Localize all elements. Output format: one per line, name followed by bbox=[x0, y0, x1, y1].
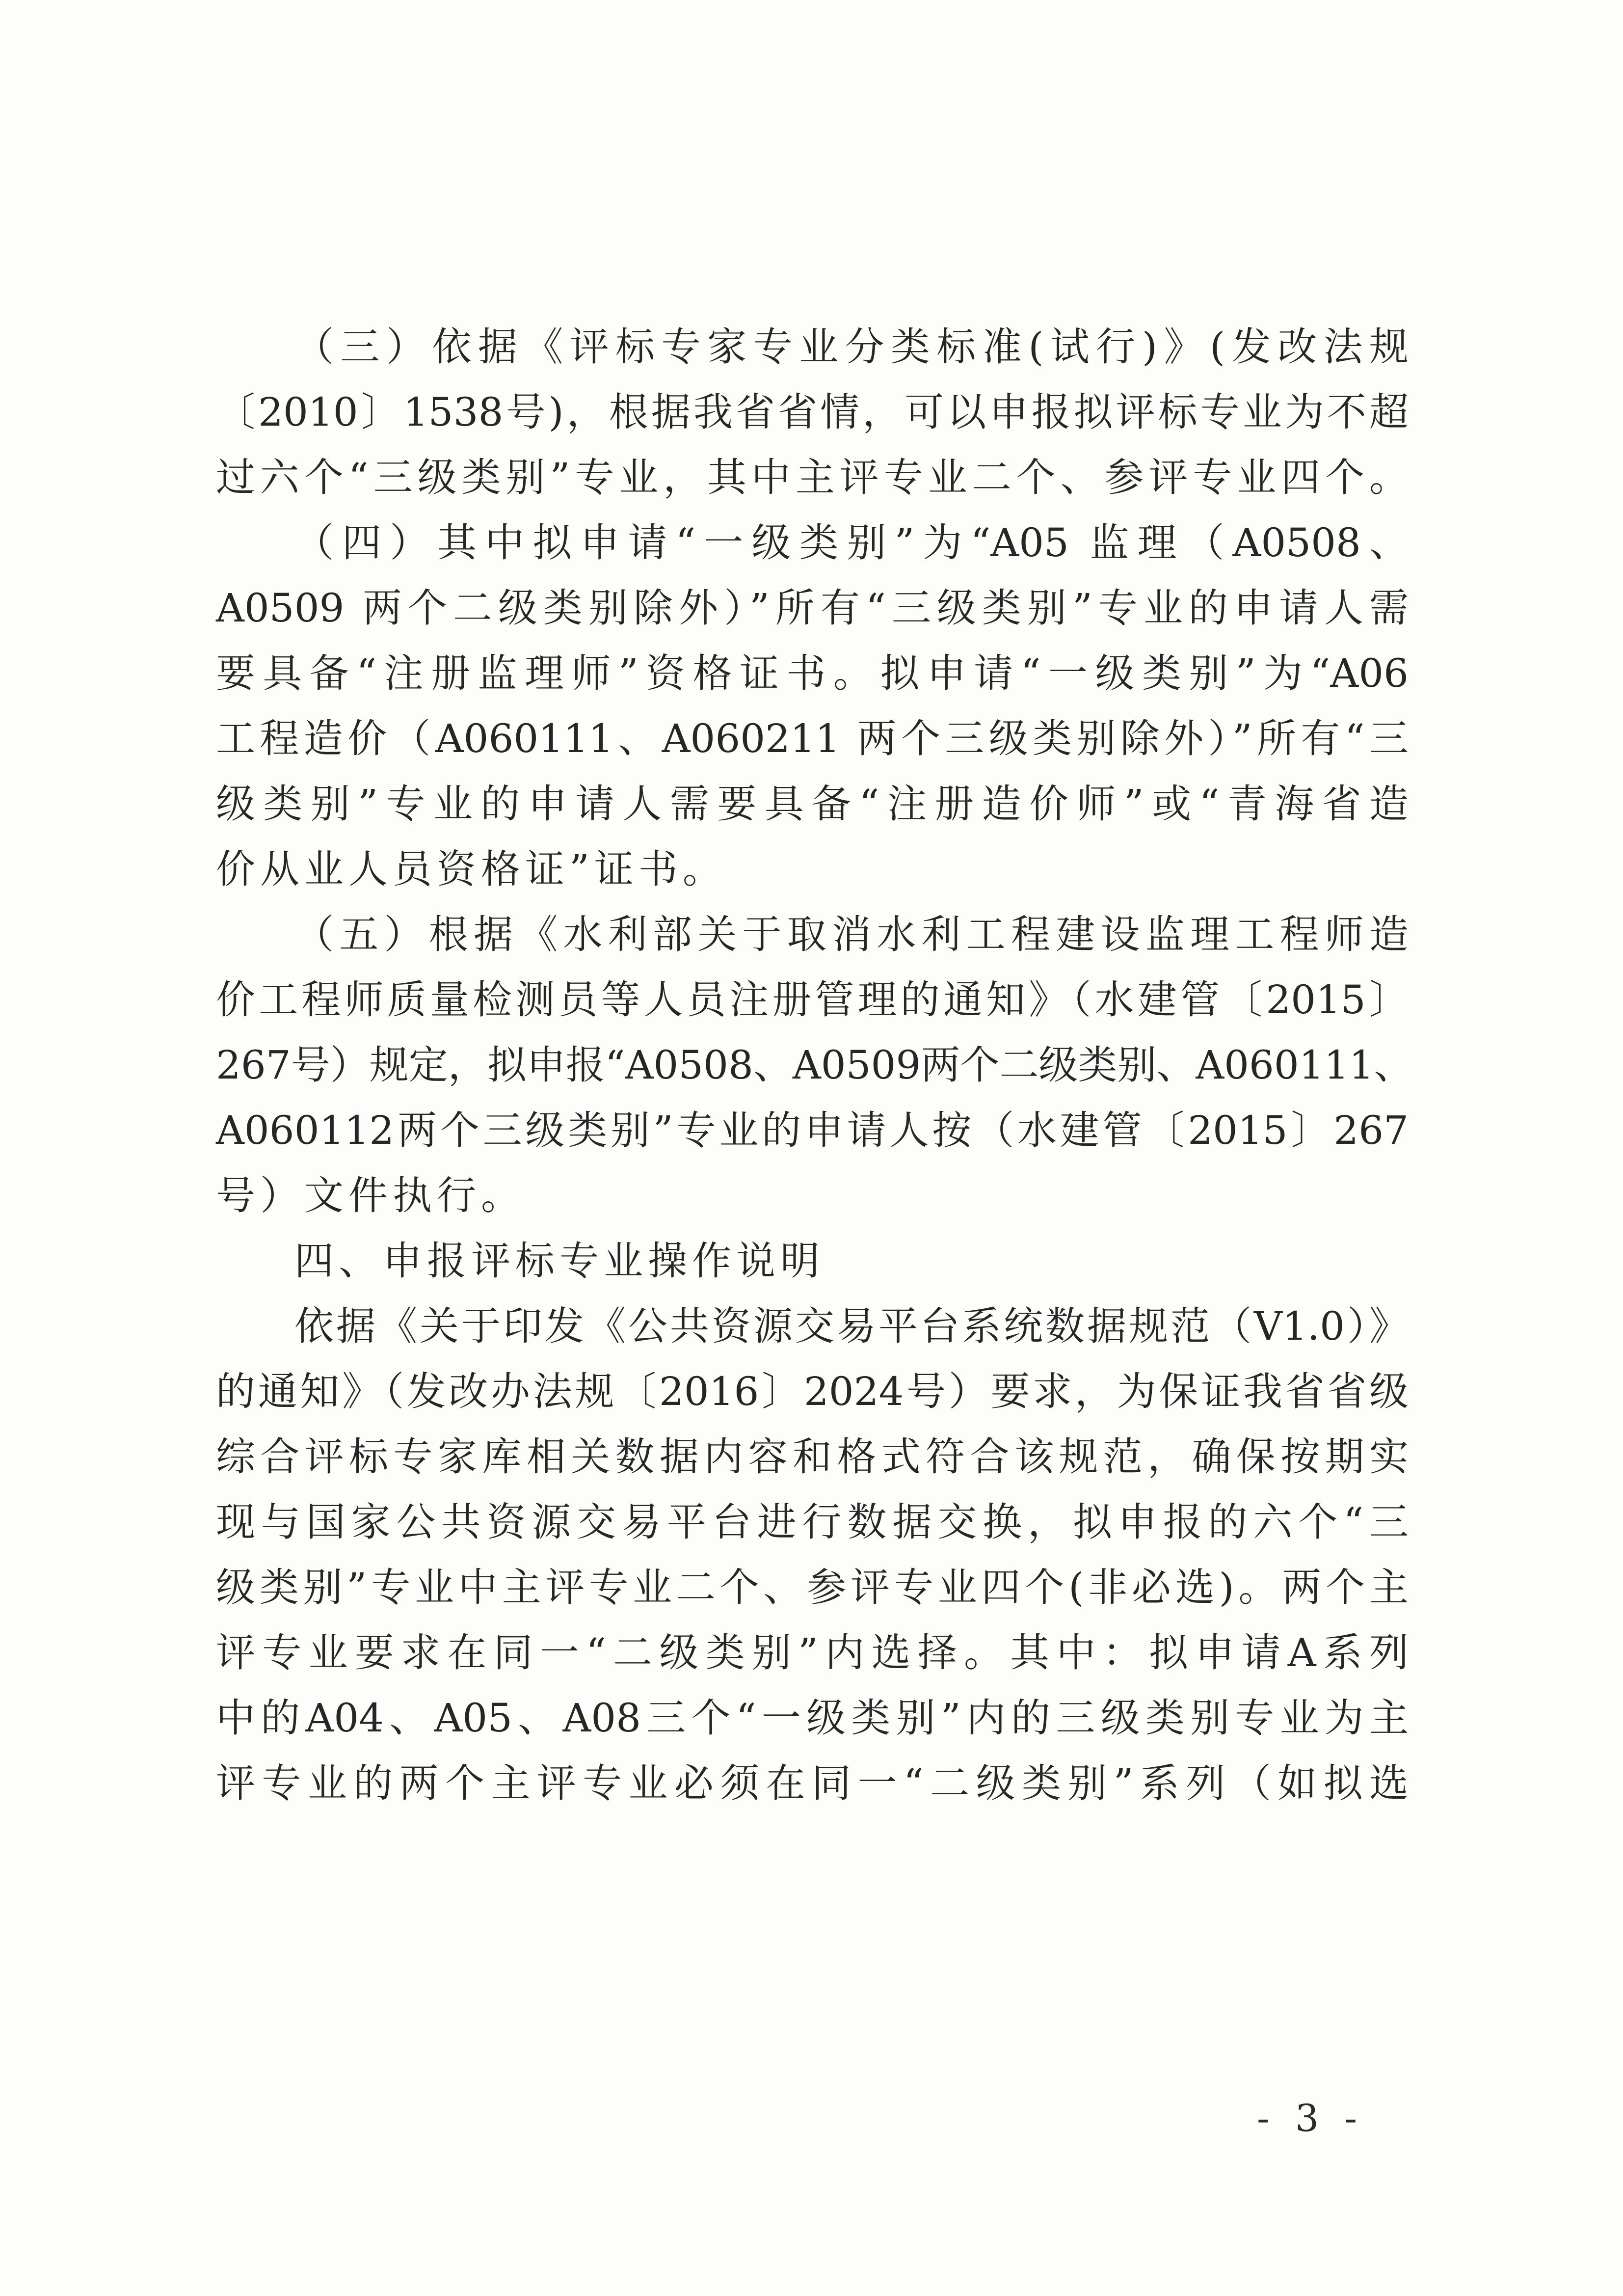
paragraph-6-line-5: 级类别”专业中主评专业二个、参评专业四个(非必选)。两个主 bbox=[216, 1565, 1409, 1610]
paragraph-6-line-1: 依据《关于印发《公共资源交易平台系统数据规范（V1.0）》 bbox=[294, 1303, 1409, 1349]
paragraph-6-line-7: 中的A04、A05、A08三个“一级类别”内的三级类别专业为主 bbox=[216, 1695, 1409, 1741]
paragraph-5-line-5: 号）文件执行。 bbox=[216, 1173, 525, 1218]
page-number: - 3 - bbox=[1256, 2096, 1364, 2140]
paragraph-3-line-3: 过六个“三级类别”专业，其中主评专业二个、参评专业四个。 bbox=[216, 455, 1409, 500]
paragraph-4-line-2: A0509 两个二级类别除外）”所有“三级类别”专业的申请人需 bbox=[216, 585, 1409, 631]
paragraph-5-line-2: 价工程师质量检测员等人员注册管理的通知》（水建管〔2015〕 bbox=[216, 977, 1409, 1023]
paragraph-6-line-8: 评专业的两个主评专业必须在同一“二级类别”系列（如拟选 bbox=[216, 1760, 1409, 1806]
paragraph-3-line-1: （三）依据《评标专家专业分类标准(试行)》(发改法规 bbox=[294, 324, 1409, 370]
paragraph-4-line-4: 工程造价（A060111、A060211 两个三级类别除外）”所有“三 bbox=[216, 716, 1409, 761]
paragraph-3-line-2: 〔2010〕1538号)，根据我省省情，可以申报拟评标专业为不超 bbox=[216, 389, 1409, 435]
paragraph-5-line-1: （五）根据《水利部关于取消水利工程建设监理工程师造 bbox=[294, 912, 1409, 957]
paragraph-4-line-5: 级类别”专业的申请人需要具备“注册造价师”或“青海省造 bbox=[216, 781, 1409, 827]
paragraph-6-line-3: 综合评标专家库相关数据内容和格式符合该规范，确保按期实 bbox=[216, 1434, 1409, 1480]
paragraph-4-line-3: 要具备“注册监理师”资格证书。拟申请“一级类别”为“A06 bbox=[216, 650, 1409, 696]
paragraph-4-line-1: （四）其中拟申请“一级类别”为“A05 监理（A0508、 bbox=[294, 520, 1409, 566]
body-text bbox=[216, 314, 1413, 1816]
paragraph-6-line-4: 现与国家公共资源交易平台进行数据交换，拟申报的六个“三 bbox=[216, 1499, 1409, 1545]
paragraph-4-line-6: 价从业人员资格证”证书。 bbox=[216, 846, 727, 892]
paragraph-5-line-3: 267号）规定，拟申报“A0508、A0509两个二级类别、A060111、 bbox=[216, 1042, 1413, 1088]
paragraph-5-line-4: A060112两个三级类别”专业的申请人按（水建管〔2015〕267 bbox=[216, 1107, 1409, 1153]
section-4-heading: 四、申报评标专业操作说明 bbox=[294, 1238, 825, 1284]
paragraph-6-line-6: 评专业要求在同一“二级类别”内选择。其中：拟申请A系列 bbox=[216, 1630, 1409, 1675]
paragraph-6-line-2: 的通知》（发改办法规〔2016〕2024号）要求，为保证我省省级 bbox=[216, 1369, 1409, 1414]
